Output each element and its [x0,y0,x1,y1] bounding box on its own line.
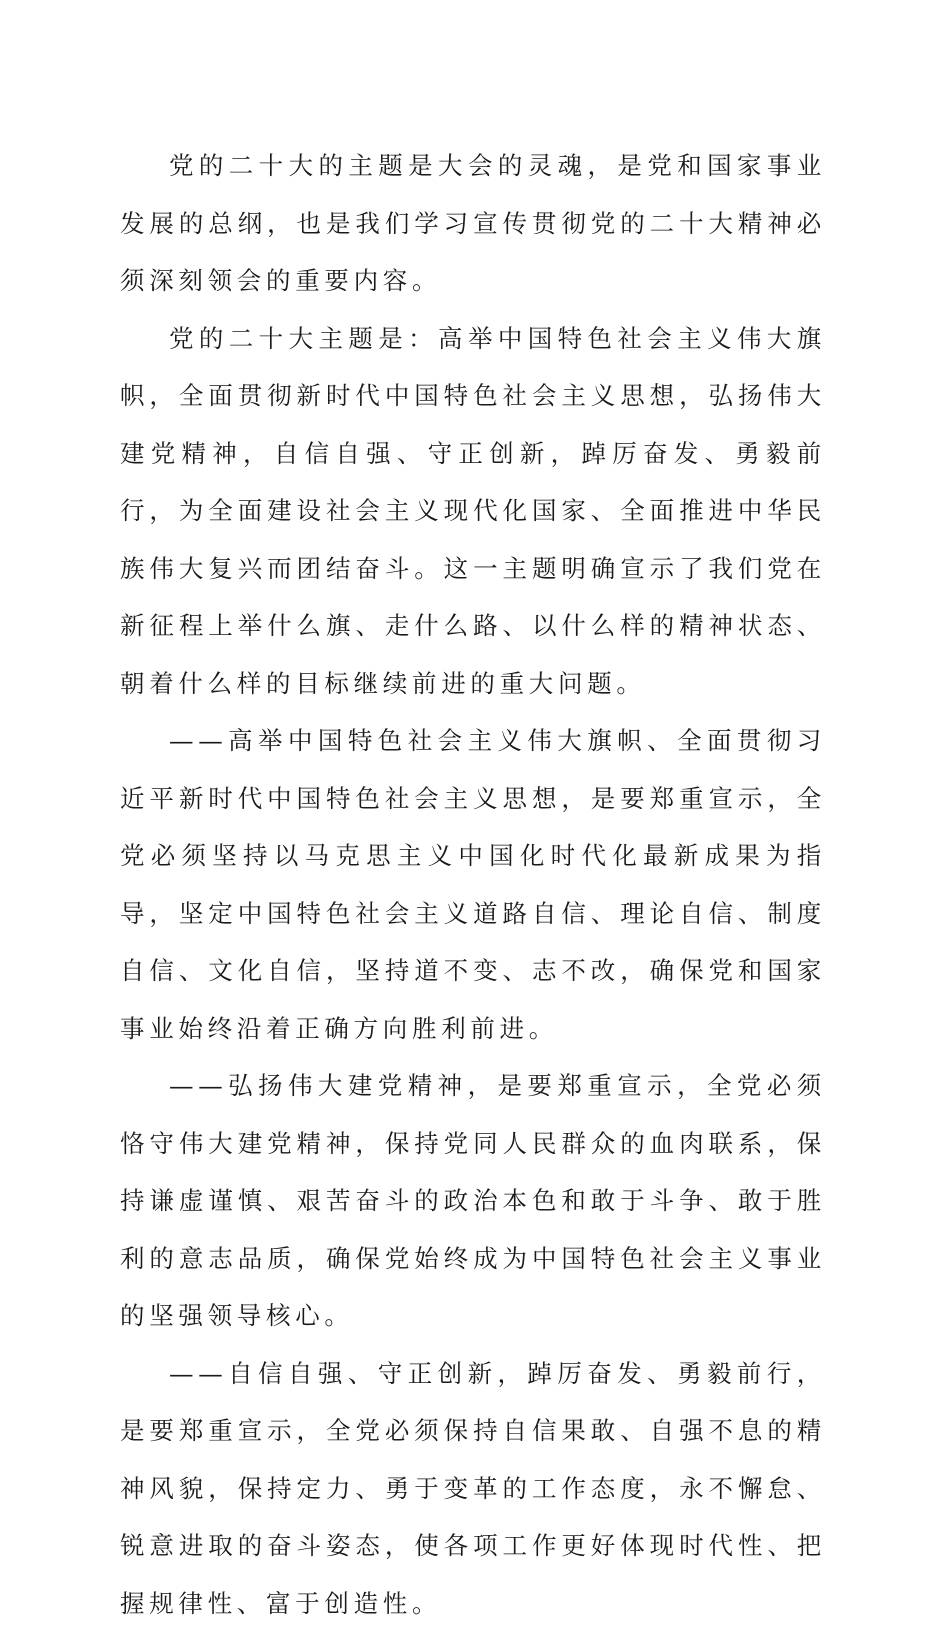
paragraph-theme-statement: 党的二十大主题是：高举中国特色社会主义伟大旗帜，全面贯彻新时代中国特色社会主义思想，弘扬伟大建党精神，自信自强、守正创新，踔厉奋发、勇毅前行，为全面建设社会主义现代化国家、全面推进中华民族伟大复兴而团结奋斗。这一主题明确宣示了我们党在新征程上举什么旗、走什么路、以什么样的精神状态、朝着什么样的目标继续前进的重大问题。 [120,310,826,713]
paragraph-party-spirit: ——弘扬伟大建党精神，是要郑重宣示，全党必须恪守伟大建党精神，保持党同人民群众的血肉联系，保持谦虚谨慎、艰苦奋斗的政治本色和敢于斗争、敢于胜利的意志品质，确保党始终成为中国特色社会主义事业的坚强领导核心。 [120,1057,826,1345]
paragraph-confidence-innovation: ——自信自强、守正创新，踔厉奋发、勇毅前行，是要郑重宣示，全党必须保持自信果敢、自强不息的精神风貌，保持定力、勇于变革的工作态度，永不懈怠、锐意进取的奋斗姿态，使各项工作更好体现时代性、把握规律性、富于创造性。 [120,1345,826,1632]
document-body [120,137,826,1632]
paragraph-banner-and-thought: ——高举中国特色社会主义伟大旗帜、全面贯彻习近平新时代中国特色社会主义思想，是要郑重宣示，全党必须坚持以马克思主义中国化时代化最新成果为指导，坚定中国特色社会主义道路自信、理论自信、制度自信、文化自信，坚持道不变、志不改，确保党和国家事业始终沿着正确方向胜利前进。 [120,712,826,1057]
paragraph-theme-intro: 党的二十大的主题是大会的灵魂，是党和国家事业发展的总纲，也是我们学习宣传贯彻党的二十大精神必须深刻领会的重要内容。 [120,137,826,310]
